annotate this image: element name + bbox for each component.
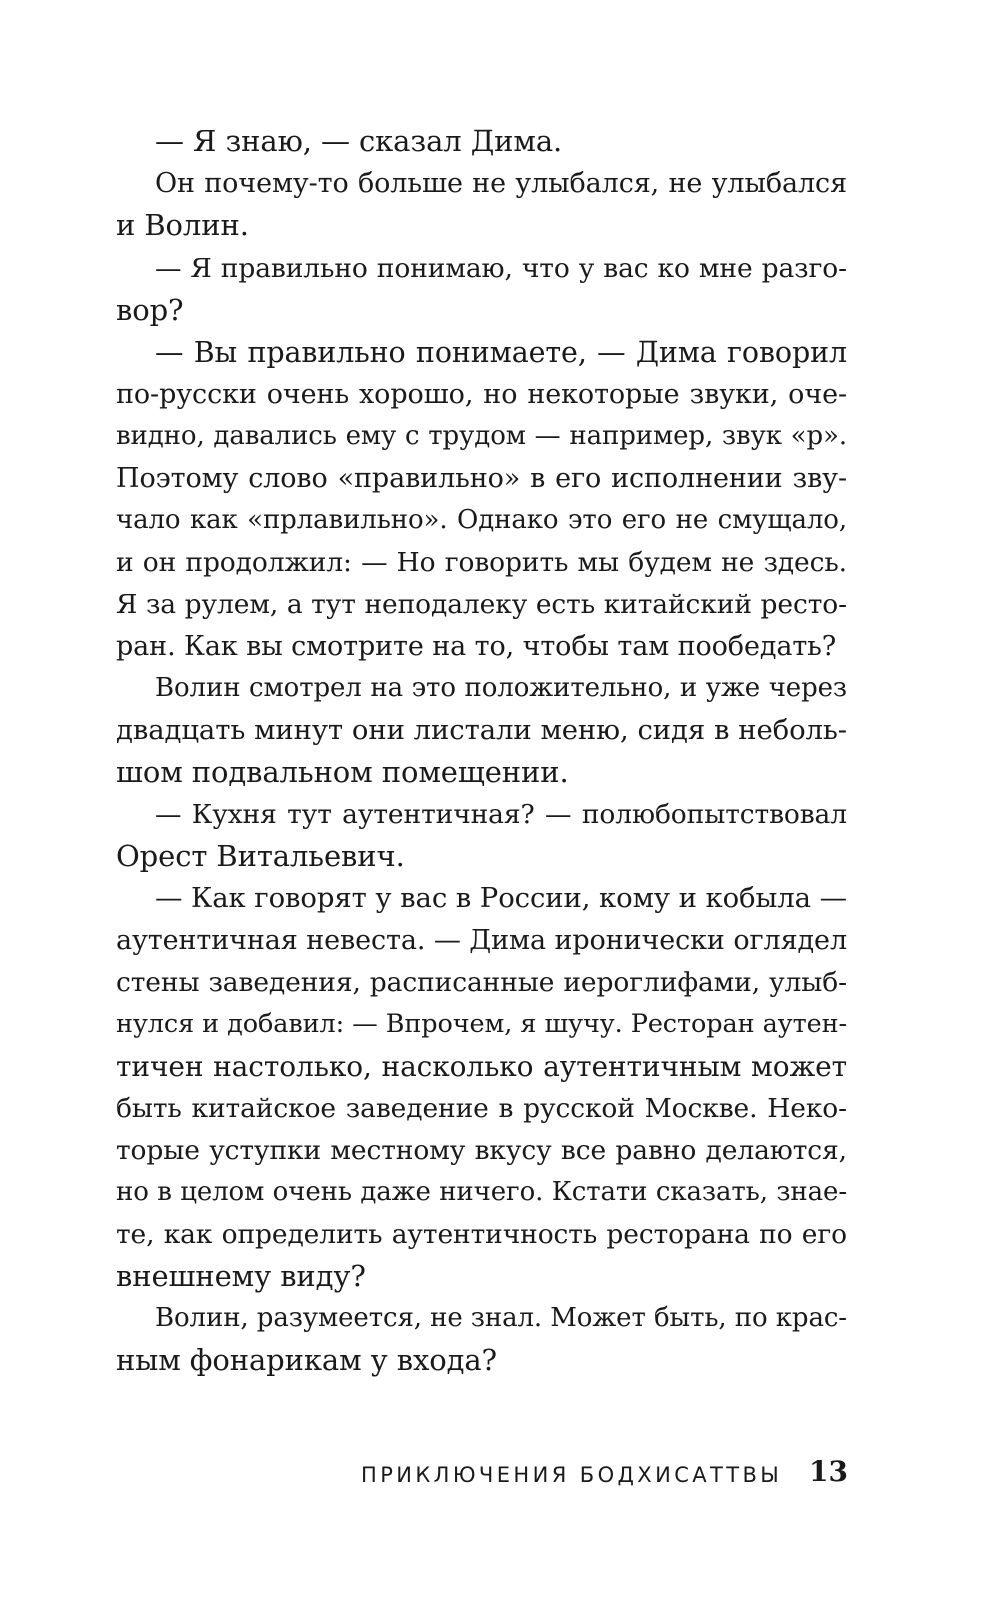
text-line: но в целом очень даже ничего. Кстати сказать, знае- [116,1177,847,1207]
text-line: двадцать минут они листали меню, сидя в неболь- [116,714,847,746]
running-title: ПРИКЛЮЧЕНИЯ БОДХИСАТТВЫ [361,1463,783,1487]
text-line: быть китайское заведение в русской Москве. Неко- [116,1093,847,1124]
text-line: ран. Как вы смотрите на то, чтобы там пообедать? [116,631,837,662]
text-line: видно, давались ему с трудом — например, звук «р». [116,421,847,451]
text-line: аутентичная невеста. — Дима иронически оглядел [116,925,847,956]
text-line: ным фонарикам у входа? [116,1343,497,1377]
text-line: — Я правильно понимаю, что у вас ко мне разго- [155,253,847,284]
text-line: стены заведения, расписанные иероглифами, улыб- [116,967,847,998]
text-line: шом подвальном помещении. [116,755,569,789]
text-line: — Вы правильно понимаете, — Дима говорил [155,336,847,369]
text-line: те, как определить аутентичность ресторана по его [116,1219,847,1250]
text-line: — Как говорят у вас в России, кому и кобыла — [155,882,847,914]
text-line: Поэтому слово «правильно» в его исполнении зву- [116,463,847,494]
text-line: чало как «прлавильно». Однако это его не смущало, [116,505,847,535]
text-line: — Кухня тут аутентичная? — полюбопытствовал [155,799,847,830]
text-line: Он почему-то больше не улыбался, не улыбался [155,168,847,199]
text-line: торые уступки местному вкусу все равно делаются, [116,1135,847,1166]
text-line: по-русски очень хорошо, но некоторые звуки, оче- [116,379,847,410]
text-line: Орест Витальевич. [116,839,405,873]
text-line: внешнему виду? [116,1259,366,1293]
text-line: Я за рулем, а тут неподалеку есть китайский ресто- [116,589,847,620]
text-line: — Я знаю, — сказал Дима. [155,124,563,158]
text-line: Волин смотрел на это положительно, и уже через [155,673,847,703]
text-line: тичен настолько, насколько аутентичным может [116,1050,847,1083]
text-line: вор? [116,293,184,327]
text-line: Волин, разумеется, не знал. Может быть, по крас- [155,1303,847,1333]
text-line: нулся и добавил: — Впрочем, я шучу. Ресторан аутен- [116,1009,847,1039]
text-line: и он продолжил: — Но говорить мы будем не здесь. [116,547,847,578]
page-number: 13 [809,1455,848,1488]
text-line: и Волин. [116,208,249,242]
